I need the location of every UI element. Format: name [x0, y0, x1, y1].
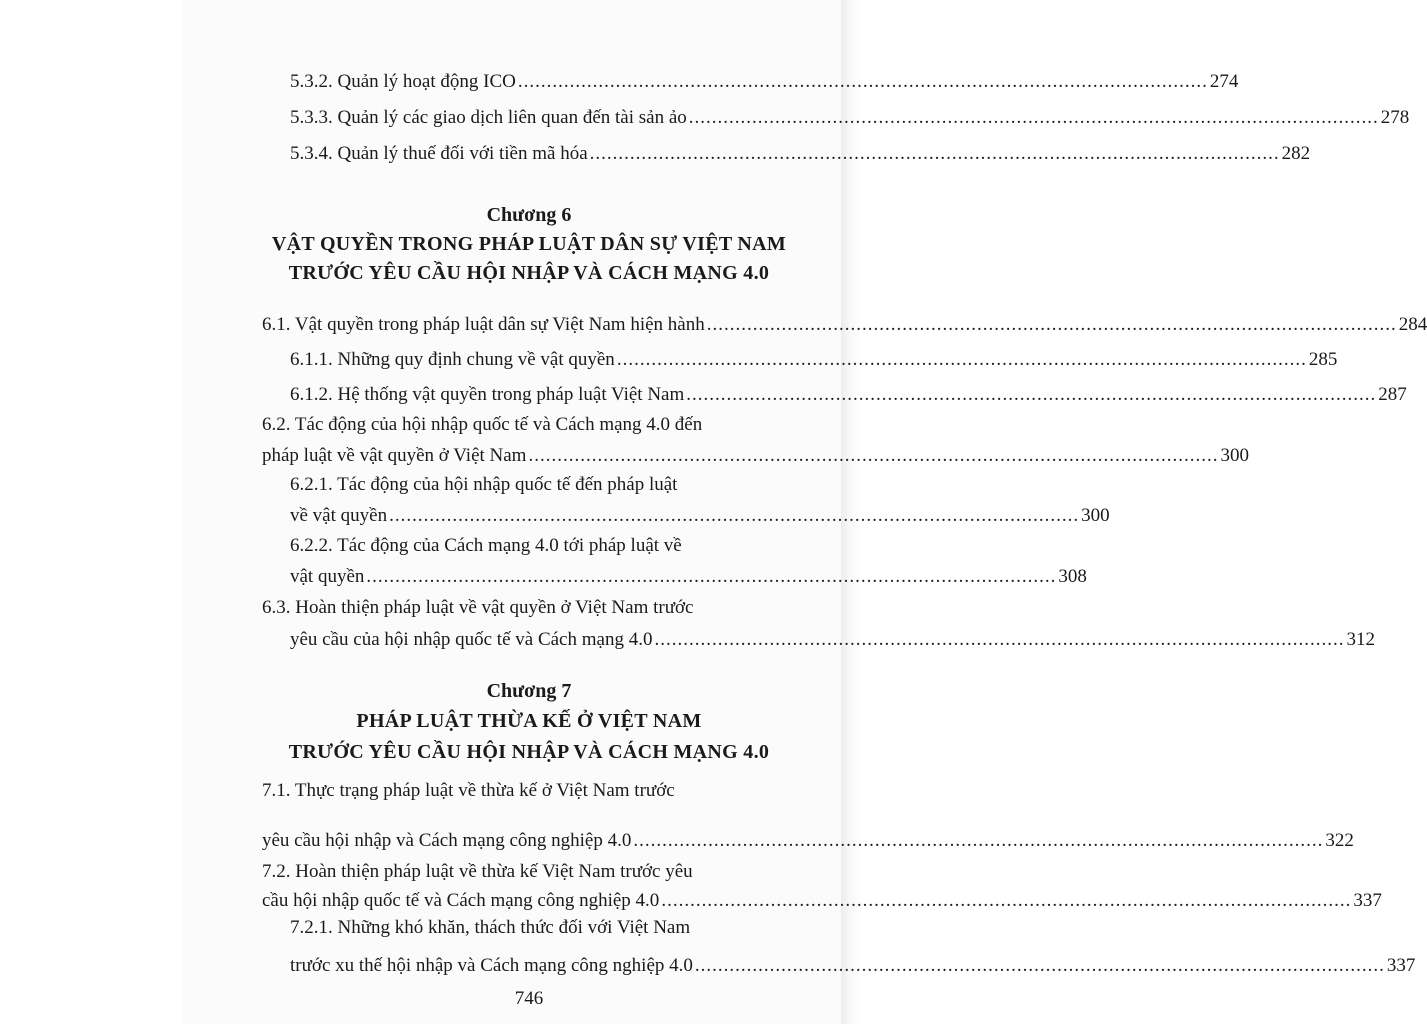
dot-leader: ........................................................................................................................ — [389, 505, 1080, 526]
chapter-6-number: Chương 6 — [486, 204, 572, 226]
toc-page-number: 337 — [1353, 890, 1382, 911]
toc-entry-5-3-2 — [290, 71, 1239, 93]
toc-page-number: 337 — [1386, 955, 1416, 976]
dot-leader: ........................................................................................................................ — [661, 890, 1352, 911]
toc-page-number: 300 — [1081, 505, 1110, 526]
toc-entry-6-2-line-1: 6.2. Tác động của hội nhập quốc tế và Cách mạng 4.0 đến — [262, 414, 703, 435]
toc-entry-7-1 — [262, 830, 1354, 852]
toc-entry-7-2 — [262, 890, 1382, 912]
dot-leader: ........................................................................................................................ — [654, 629, 1345, 650]
toc-page-number: 300 — [1220, 445, 1249, 466]
dot-leader: ........................................................................................................................ — [633, 830, 1324, 851]
toc-entry-7-2-1-line-1: 7.2.1. Những khó khăn, thách thức đối với Việt Nam — [290, 917, 691, 938]
toc-entry-7-2-1 — [290, 955, 1416, 977]
dot-leader: ........................................................................................................................ — [686, 384, 1377, 405]
toc-page-number: 285 — [1308, 349, 1338, 370]
dot-leader: ........................................................................................................................ — [528, 445, 1219, 466]
toc-page-number: 284 — [1398, 314, 1427, 335]
toc-page-number: 312 — [1346, 629, 1375, 650]
dot-leader: ........................................................................................................................ — [694, 955, 1385, 976]
dot-leader: ........................................................................................................................ — [616, 349, 1307, 370]
chapter-6-title-line-2: TRƯỚC YÊU CẦU HỘI NHẬP VÀ CÁCH MẠNG 4.0 — [288, 262, 770, 284]
dot-leader: ........................................................................................................................ — [366, 566, 1057, 587]
chapter-7-title-line-1: PHÁP LUẬT THỪA KẾ Ở VIỆT NAM — [356, 710, 702, 732]
chapter-6-title-line-1: VẬT QUYỀN TRONG PHÁP LUẬT DÂN SỰ VIỆT NAM — [271, 233, 787, 255]
toc-entry-text: 5.3.4. Quản lý thuế đối với tiền mã hóa — [290, 143, 588, 164]
chapter-7-title-line-2: TRƯỚC YÊU CẦU HỘI NHẬP VÀ CÁCH MẠNG 4.0 — [288, 741, 770, 763]
toc-entry-6-2 — [262, 445, 1249, 467]
toc-entry-text: vật quyền — [290, 566, 365, 587]
chapter-7-number: Chương 7 — [486, 680, 572, 702]
dot-leader: ........................................................................................................................ — [517, 71, 1208, 92]
toc-entry-7-1-line-1: 7.1. Thực trạng pháp luật về thừa kế ở Việt Nam trước — [262, 780, 675, 801]
toc-page-number: 274 — [1209, 71, 1239, 92]
toc-entry-text: về vật quyền — [290, 505, 388, 526]
toc-entry-6-1 — [262, 314, 1427, 336]
toc-entry-7-2-line-1: 7.2. Hoàn thiện pháp luật về thừa kế Việt Nam trước yêu — [262, 861, 693, 882]
toc-entry-5-3-3 — [290, 107, 1410, 129]
toc-entry-text: yêu cầu của hội nhập quốc tế và Cách mạng 4.0 — [290, 629, 653, 650]
toc-page-number: 287 — [1378, 384, 1407, 405]
toc-entry-6-2-2 — [290, 566, 1087, 588]
dot-leader: ........................................................................................................................ — [688, 107, 1379, 128]
toc-entry-text: 5.3.3. Quản lý các giao dịch liên quan đến tài sản ảo — [290, 107, 687, 128]
toc-entry-6-2-1 — [290, 505, 1110, 527]
toc-entry-6-1-1 — [290, 349, 1338, 371]
dot-leader: ........................................................................................................................ — [589, 143, 1280, 164]
toc-entry-6-3 — [290, 629, 1375, 651]
toc-entry-text: pháp luật về vật quyền ở Việt Nam — [262, 445, 527, 466]
toc-entry-6-2-2-line-1: 6.2.2. Tác động của Cách mạng 4.0 tới pháp luật về — [290, 535, 682, 556]
page-number: 746 — [514, 988, 544, 1009]
toc-entry-text: 5.3.2. Quản lý hoạt động ICO — [290, 71, 516, 92]
toc-page-number: 308 — [1058, 566, 1087, 587]
toc-entry-text: 6.1.2. Hệ thống vật quyền trong pháp luật Việt Nam — [290, 384, 685, 405]
toc-entry-text: yêu cầu hội nhập và Cách mạng công nghiệp 4.0 — [262, 830, 632, 851]
toc-entry-text: 6.1.1. Những quy định chung về vật quyền — [290, 349, 615, 370]
toc-entry-text: cầu hội nhập quốc tế và Cách mạng công nghiệp 4.0 — [262, 890, 660, 911]
toc-page-number: 282 — [1281, 143, 1311, 164]
toc-entry-text: 6.1. Vật quyền trong pháp luật dân sự Việt Nam hiện hành — [262, 314, 705, 335]
toc-entry-text: trước xu thế hội nhập và Cách mạng công nghiệp 4.0 — [290, 955, 693, 976]
toc-entry-6-2-1-line-1: 6.2.1. Tác động của hội nhập quốc tế đến pháp luật — [290, 474, 678, 495]
toc-entry-5-3-4 — [290, 143, 1311, 165]
dot-leader: ........................................................................................................................ — [706, 314, 1397, 335]
toc-entry-6-1-2 — [290, 384, 1407, 406]
toc-page-number: 322 — [1325, 830, 1354, 851]
toc-page-number: 278 — [1380, 107, 1410, 128]
toc-entry-6-3-line-1: 6.3. Hoàn thiện pháp luật về vật quyền ở Việt Nam trước — [262, 597, 694, 618]
